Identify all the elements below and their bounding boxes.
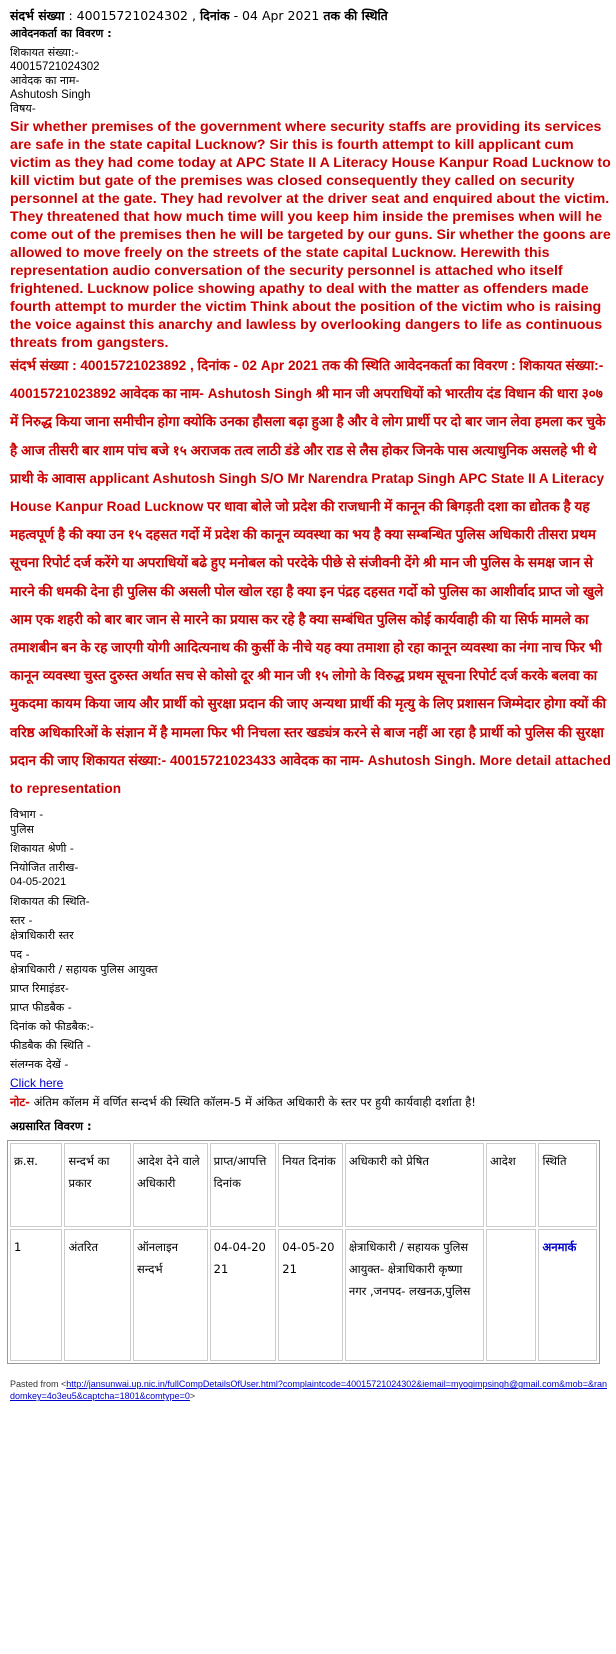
pasted-from-label: Pasted from <	[10, 1379, 67, 1390]
department-value: पुलिस	[10, 823, 34, 837]
forwarded-table	[7, 1140, 600, 1364]
status-suffix: तक की स्थिति	[323, 8, 388, 23]
feedback-date-label: दिनांक को फीडबैक:-	[10, 1020, 95, 1034]
subject-text	[10, 118, 612, 803]
col-ordering-officer: आदेश देने वाले अधिकारी	[133, 1143, 208, 1227]
complaint-status-label: शिकायत की स्थिति-	[10, 895, 90, 909]
col-order: आदेश	[486, 1143, 536, 1227]
table-header-row	[10, 1143, 597, 1227]
col-status: स्थिति	[538, 1143, 597, 1227]
complaint-number: 40015721024302	[10, 61, 100, 73]
cell-status	[538, 1229, 597, 1361]
scheduled-date-label: नियोजित तारीख-	[10, 861, 79, 875]
applicant-details-title: आवेदनकर्ता का विवरण :	[10, 27, 112, 40]
cell-ordering-officer: ऑनलाइन सन्दर्भ	[133, 1229, 208, 1361]
applicant-name: Ashutosh Singh	[10, 89, 91, 101]
department-label: विभाग -	[10, 808, 44, 822]
note-text: अंतिम कॉलम में वर्णित सन्दर्भ की स्थिति कॉलम-5 में अंकित अधिकारी के स्तर पर हुयी कार्यवाही दर्शाता है!	[29, 1095, 476, 1110]
applicant-name-label: आवेदक का नाम-	[10, 74, 80, 87]
col-due-date: नियत दिनांक	[278, 1143, 343, 1227]
note	[10, 1092, 610, 1113]
complaint-number-label: शिकायत संख्या:-	[10, 46, 79, 59]
complaint-document	[10, 8, 610, 1402]
col-type: सन्दर्भ का प्रकार	[64, 1143, 131, 1227]
cell-due-date: 04-05-2021	[278, 1229, 343, 1361]
level-value: क्षेत्राधिकारी स्तर	[10, 929, 74, 943]
pasted-from-close: >	[189, 1391, 196, 1402]
note-label: नोट-	[10, 1095, 30, 1110]
cell-order	[486, 1229, 536, 1361]
reminder-label: प्राप्त रिमाइंडर-	[10, 982, 69, 996]
ref-label: संदर्भ संख्या	[10, 8, 65, 23]
forwarded-details-title: अग्रसारित विवरण :	[10, 1119, 92, 1134]
reference-header	[10, 8, 610, 26]
col-sent-to: अधिकारी को प्रेषित	[345, 1143, 484, 1227]
status-link[interactable]: अनमार्क	[542, 1240, 577, 1255]
date-value: - 04 Apr 2021	[233, 8, 320, 23]
subject-english-paragraph: Sir whether premises of the government where security staffs are providing its services are safe in the state capital Lucknow? Sir this is fourth attempt to kill applicant cum victim as they had come today at APC State II A Literacy House Kanpur Road Lucknow to kill victim but gate of the premises was closed consequently they called on security personnel at the gate. They had revolver at the driver seat and enquired about the victim. They threatened that how much time will you keep him inside the premises when will he come out of the premises then he will be targeted by our guns. Sir whether the goons are allowed to move freely on the streets of the state capital Lucknow. Herewith this representation audio conversation of the security personnel is attached who itself frightened. Lucknow police showing apathy to deal with the matter as offenders made fourth attempt to murder the victim Think about the position of the victim who is raising the voice against this anarchy and lawless by overlooking dangers to life as continuous threats from gangsters.	[10, 119, 611, 351]
feedback-label: प्राप्त फीडबैक -	[10, 1001, 72, 1015]
source-url-link[interactable]: http://jansunwai.up.nic.in/fullCompDetailsOfUser.html?complaintcode=40015721024302&iemail=myogimpsingh@gmail.com&mob=&randomkey=4o3eu5&captcha=1801&comtype=0	[10, 1379, 607, 1402]
category-label: शिकायत श्रेणी -	[10, 842, 74, 856]
level-label: स्तर -	[10, 914, 33, 928]
col-received-date: प्राप्त/आपत्ति दिनांक	[210, 1143, 277, 1227]
attachment-label: संलग्नक देखें -	[10, 1058, 69, 1072]
cell-sno: 1	[10, 1229, 62, 1361]
pasted-from-footer	[10, 1378, 610, 1402]
attachment-link[interactable]: Click here	[10, 1076, 64, 1091]
cell-sent-to: क्षेत्राधिकारी / सहायक पुलिस आयुक्त- क्षेत्राधिकारी कृष्णा नगर ,जनपद- लखनऊ,पुलिस	[345, 1229, 484, 1361]
subject-label: विषय-	[10, 102, 36, 115]
cell-received-date: 04-04-2021	[210, 1229, 277, 1361]
post-label: पद -	[10, 948, 30, 962]
cell-type: अंतरित	[64, 1229, 131, 1361]
ref-number: : 40015721024302 ,	[68, 8, 196, 23]
date-label: दिनांक	[199, 8, 230, 23]
feedback-status-label: फीडबैक की स्थिति -	[10, 1039, 91, 1053]
col-sno: क्र.स.	[10, 1143, 62, 1227]
scheduled-date-value: 04-05-2021	[10, 876, 67, 889]
table-row	[10, 1229, 597, 1361]
subject-hindi-paragraph: संदर्भ संख्या : 40015721023892 , दिनांक - 02 Apr 2021 तक की स्थिति आवेदनकर्ता का विवरण : शिकायत संख्या:- 40015721023892 आवेदक का नाम- Ashutosh Singh श्री मान जी अपराधियों को भारतीय दंड विधान की धारा ३०७ में निरुद्ध किया जाना समीचीन होगा क्योकि उनका हौसला बढ़ा हुआ है और वे लोग प्रार्थी पर दो बार जान लेवा हमला कर चुके है आज तीसरी बार शाम पांच बजे १५ अराजक तत्व लाठी डंडे और राड से लैस होकर जिनके पास अत्याधुनिक असलहे भी थे प्राथी के आवास applicant Ashutosh Singh S/O Mr Narendra Pratap Singh APC State II A Literacy House Kanpur Road Lucknow पर धावा बोले जो प्रदेश की राजधानी में कानून की बिगड़ती दशा का द्योतक है यह महत्वपूर्ण है की क्या उन १५ दहसत गर्दो में प्रदेश की कानून व्यवस्था का भय है क्या सम्बन्धित पुलिस अधिकारी तीसरा प्रथम सूचना रिपोर्ट दर्ज करेंगे या अपराधियों बढे हुए मनोबल को परदेके पीछे से संजीवनी देंगे श्री मान जी पुलिस के समक्ष जान से मारने की धमकी देना ही पुलिस की असली पोल खोल रहा है क्या इन पंद्रह दहसत गर्दो को पुलिस का आशीर्वाद प्राप्त जो खुले आम एक शहरी को बार बार जान से मारने का प्रयास कर रहे है क्या सम्बंधित पुलिस कोई कार्यवाही की या सिर्फ मामले का तमाशबीन बन के रह जाएगी योगी आदित्यनाथ की कुर्सी के नीचे यह क्या तमाशा हो रहा कानून व्यवस्था का नंगा नाच फिर भी कानून व्यवस्था चुस्त दुरुस्त अर्थात सच से कोसो दूर श्री मान जी १५ लोगो के विरुद्ध प्रथम सूचना रिपोर्ट दर्ज करके बलवा का मुकदमा कायम किया जाय और प्रार्थी को सुरक्षा प्रदान की जाए अन्यथा प्रार्थी की मृत्यु के लिए प्रशासन जिम्मेदार होगा क्यों की वरिष्ठ अधिकारिओं के संज्ञान में है मामला फिर भी निचला स्तर खड्यंत्र करने से बाज नहीं आ रहा है प्रार्थी को पुलिस की सुरक्षा प्रदान की जाए शिकायत संख्या:- 40015721023433 आवेदक का नाम- Ashutosh Singh. More detail attached to representation	[10, 358, 611, 797]
post-value: क्षेत्राधिकारी / सहायक पुलिस आयुक्त	[10, 963, 158, 977]
